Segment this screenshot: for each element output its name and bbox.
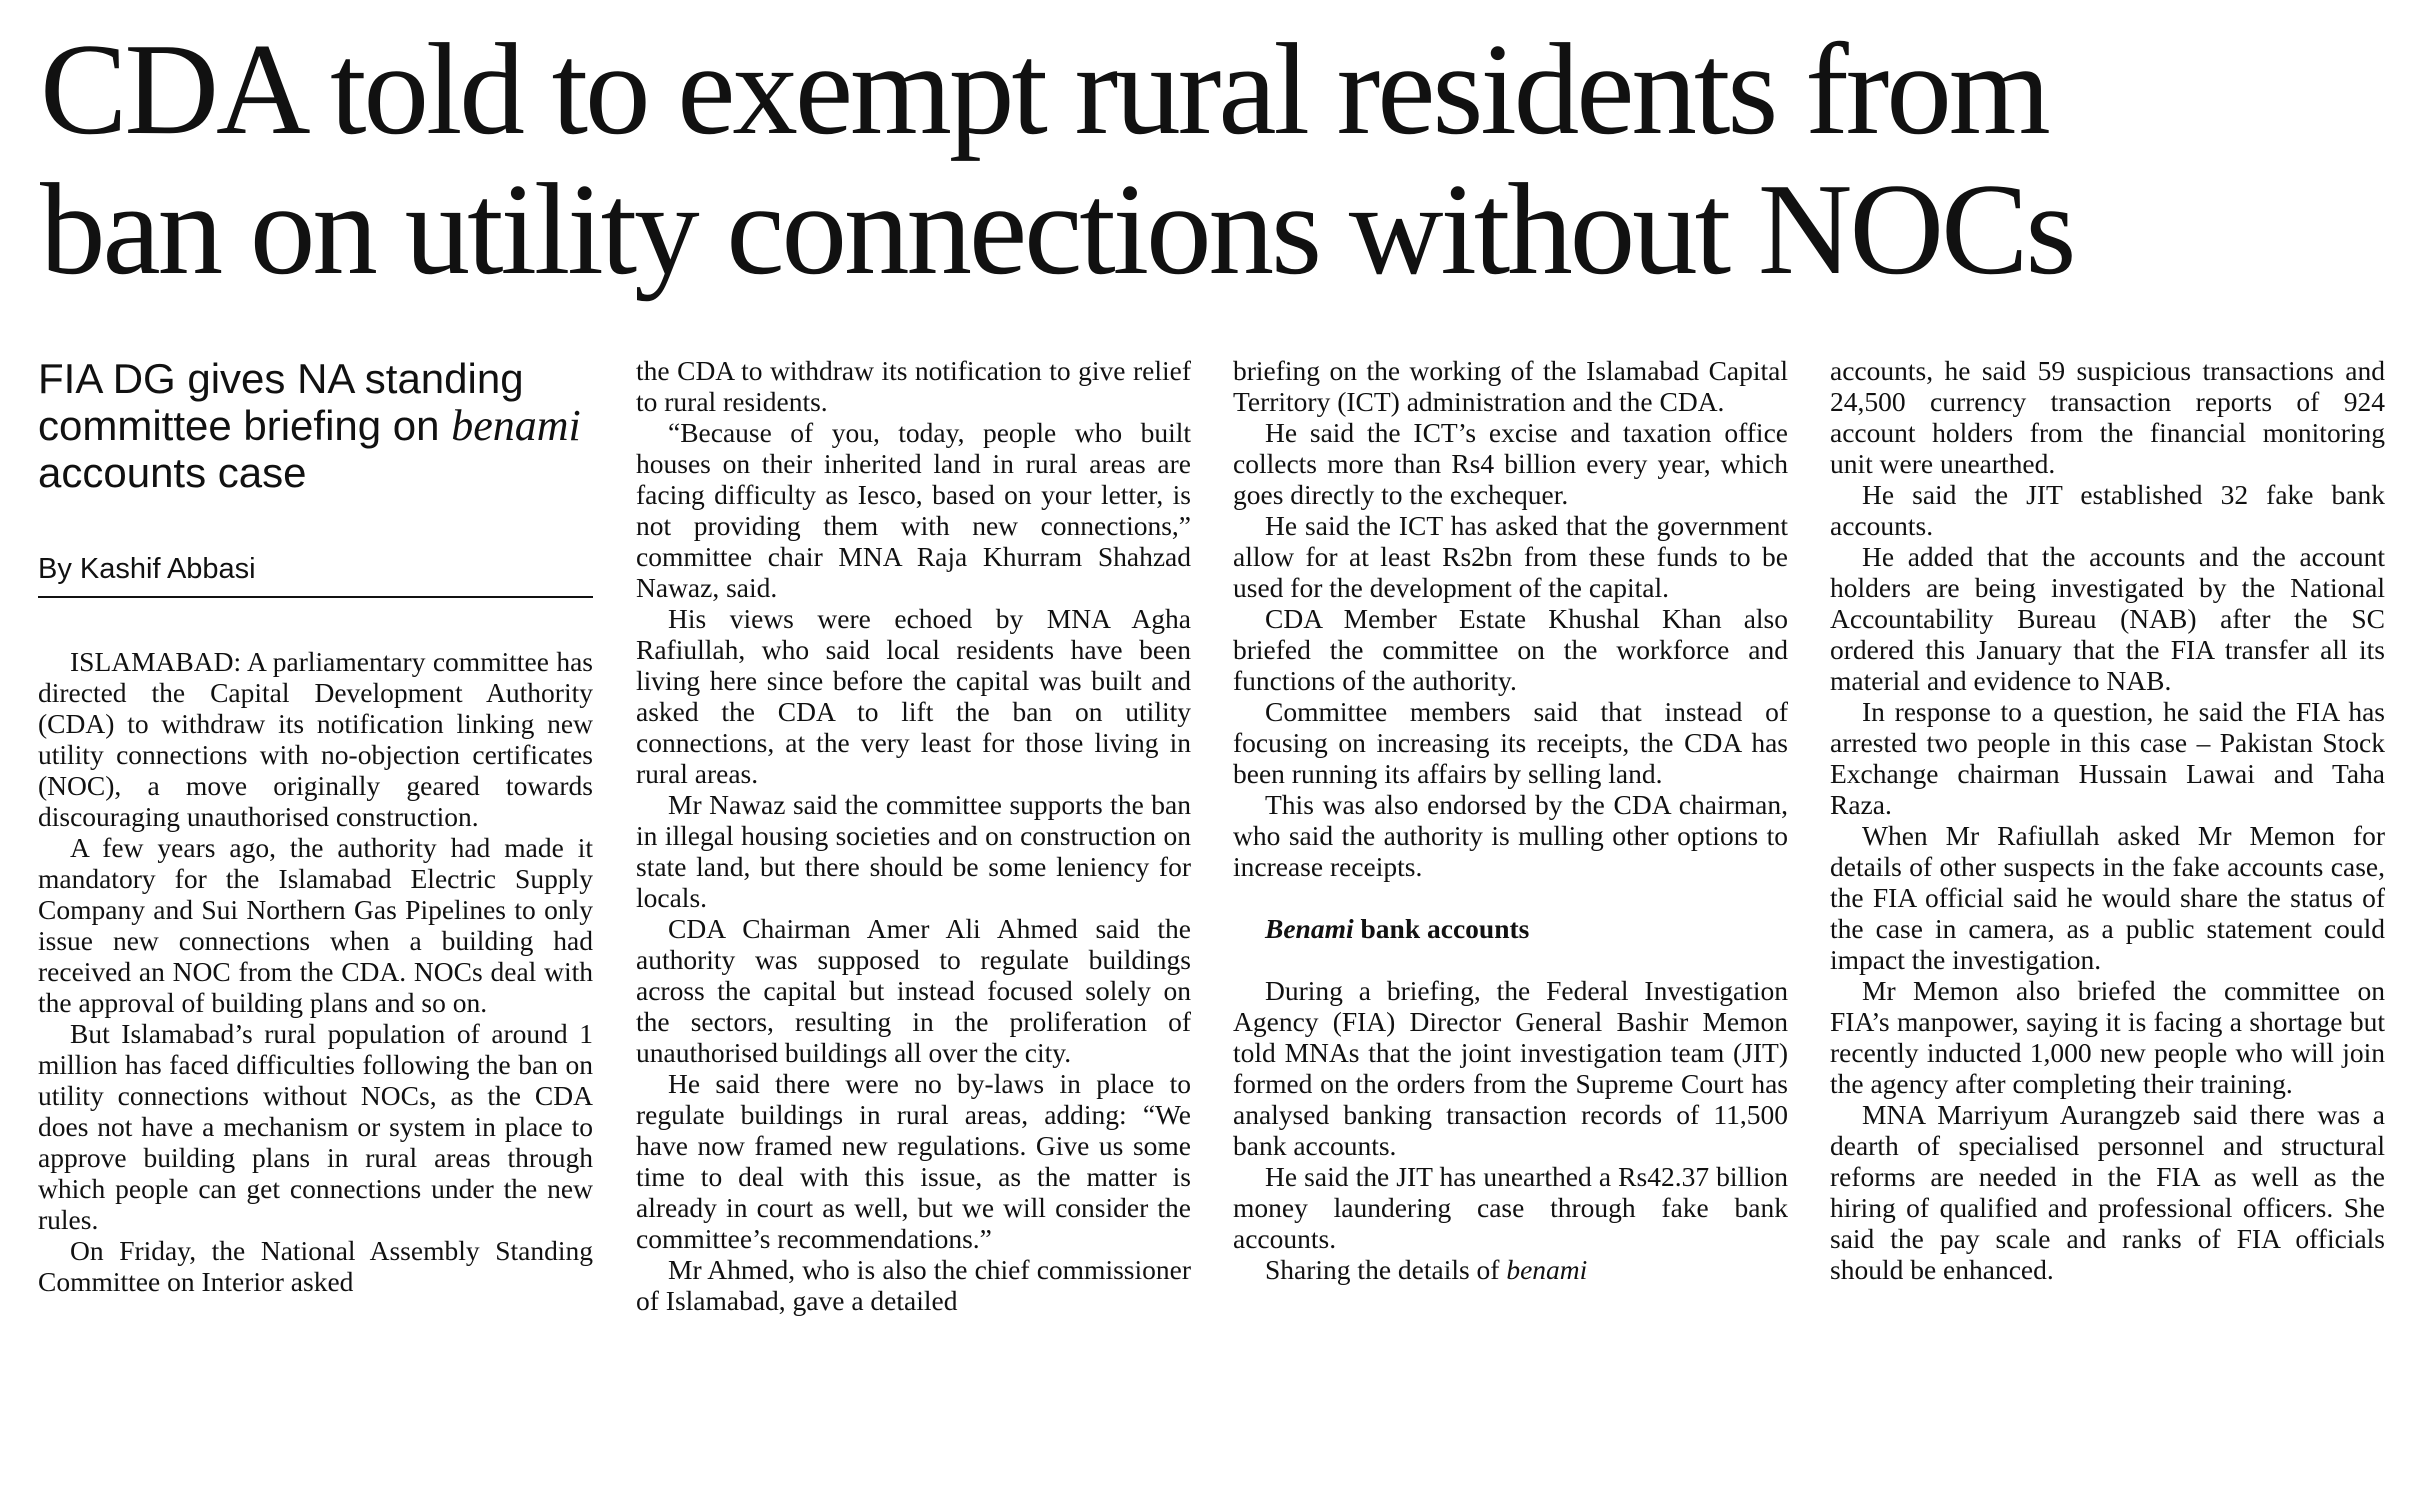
headline-line-1: CDA told to exempt rural residents from: [40, 17, 2048, 162]
paragraph: He said there were no by-laws in place to regulate buildings in rural areas, adding: “We have now framed new regulations. Give us some time to deal with this issue, as the matter is already in court as well, but we will consider the committee’s recommendations.”: [636, 1068, 1191, 1254]
article-column-4: [1830, 355, 2385, 1480]
paragraph: MNA Marriyum Aurangzeb said there was a dearth of specialised personnel and structural reforms are needed in the FIA as well as the hiring of qualified and professional officers. She said the pay scale and ranks of FIA officials should be enhanced.: [1830, 1099, 2385, 1285]
paragraph: He said the ICT’s excise and taxation office collects more than Rs4 billion every year, which goes directly to the exchequer.: [1233, 417, 1788, 510]
paragraph: On Friday, the National Assembly Standing Committee on Interior asked: [38, 1235, 593, 1297]
paragraph-text: Sharing the details of: [1265, 1254, 1500, 1285]
deck: [38, 355, 593, 496]
paragraph: “Because of you, today, people who built houses on their inherited land in rural areas are facing difficulty as Iesco, based on your letter, is not providing them with new connections,” committee chair MNA Raja Khurram Shahzad Nawaz, said.: [636, 417, 1191, 603]
headline-line-2: ban on utility connections without NOCs: [40, 157, 2074, 302]
paragraph: This was also endorsed by the CDA chairman, who said the authority is mulling other options to increase receipts.: [1233, 789, 1788, 882]
deck-text-1: FIA DG gives NA standing committee briefing on: [38, 355, 524, 449]
article-column-2: [636, 355, 1191, 1480]
deck-text-2: accounts case: [38, 449, 307, 496]
paragraph: He said the JIT has unearthed a Rs42.37 billion money laundering case through fake bank accounts.: [1233, 1161, 1788, 1254]
deck-italic-term: benami: [451, 401, 581, 450]
paragraph: A few years ago, the authority had made it mandatory for the Islamabad Electric Supply Company and Sui Northern Gas Pipelines to only issue new connections when a building had received an NOC from the CDA. NOCs deal with the approval of building plans and so on.: [38, 832, 593, 1018]
paragraph: the CDA to withdraw its notification to give relief to rural residents.: [636, 355, 1191, 417]
paragraph: When Mr Rafiullah asked Mr Memon for details of other suspects in the fake accounts case, the FIA official said he would share the status of the case in camera, as a public statement could impact the investigation.: [1830, 820, 2385, 975]
paragraph: He said the ICT has asked that the government allow for at least Rs2bn from these funds to be used for the development of the capital.: [1233, 510, 1788, 603]
paragraph: Mr Nawaz said the committee supports the ban in illegal housing societies and on construction on state land, but there should be some leniency for locals.: [636, 789, 1191, 913]
paragraph: CDA Chairman Amer Ali Ahmed said the authority was supposed to regulate buildings across the capital but instead focused solely on the sectors, resulting in the proliferation of unauthorised buildings all over the city.: [636, 913, 1191, 1068]
paragraph: [1233, 1254, 1788, 1285]
paragraph: CDA Member Estate Khushal Khan also briefed the committee on the workforce and functions of the authority.: [1233, 603, 1788, 696]
article-column-3: [1233, 355, 1788, 1480]
paragraph: ISLAMABAD: A parliamentary committee has directed the Capital Development Authority (CDA) to withdraw its notification linking new utility connections with no-objection certificates (NOC), a move originally geared towards discouraging unauthorised construction.: [38, 646, 593, 832]
paragraph: His views were echoed by MNA Agha Rafiullah, who said local residents have been living here since before the capital was built and asked the CDA to lift the ban on utility connections, at the very least for those living in rural areas.: [636, 603, 1191, 789]
headline: [40, 17, 2380, 302]
italic-term: benami: [1506, 1254, 1588, 1285]
paragraph: But Islamabad’s rural population of around 1 million has faced difficulties following the ban on utility connections without NOCs, as the CDA does not have a mechanism or system in place to approve building plans in rural areas through which people can get connections under the new rules.: [38, 1018, 593, 1235]
paragraph: accounts, he said 59 suspicious transactions and 24,500 currency transaction reports of 924 account holders from the financial monitoring unit were unearthed.: [1830, 355, 2385, 479]
paragraph: Mr Ahmed, who is also the chief commissioner of Islamabad, gave a detailed: [636, 1254, 1191, 1316]
subheading: [1233, 913, 1788, 944]
paragraph: briefing on the working of the Islamabad Capital Territory (ICT) administration and the CDA.: [1233, 355, 1788, 417]
paragraph: He said the JIT established 32 fake bank accounts.: [1830, 479, 2385, 541]
paragraph: Mr Memon also briefed the committee on FIA’s manpower, saying it is facing a shortage but recently inducted 1,000 new people who will join the agency after completing their training.: [1830, 975, 2385, 1099]
paragraph: He added that the accounts and the account holders are being investigated by the National Accountability Bureau (NAB) after the SC ordered this January that the FIA transfer all its material and evidence to NAB.: [1830, 541, 2385, 696]
subheading-text: bank accounts: [1360, 913, 1530, 944]
byline: By Kashif Abbasi: [38, 552, 593, 598]
subheading-italic: Benami: [1265, 913, 1354, 944]
paragraph: During a briefing, the Federal Investigation Agency (FIA) Director General Bashir Memon told MNAs that the joint investigation team (JIT) formed on the orders from the Supreme Court has analysed banking transaction records of 11,500 bank accounts.: [1233, 975, 1788, 1161]
paragraph: Committee members said that instead of focusing on increasing its receipts, the CDA has been running its affairs by selling land.: [1233, 696, 1788, 789]
paragraph: In response to a question, he said the FIA has arrested two people in this case – Pakistan Stock Exchange chairman Hussain Lawai and Taha Raza.: [1830, 696, 2385, 820]
article-column-1: [38, 355, 593, 1480]
